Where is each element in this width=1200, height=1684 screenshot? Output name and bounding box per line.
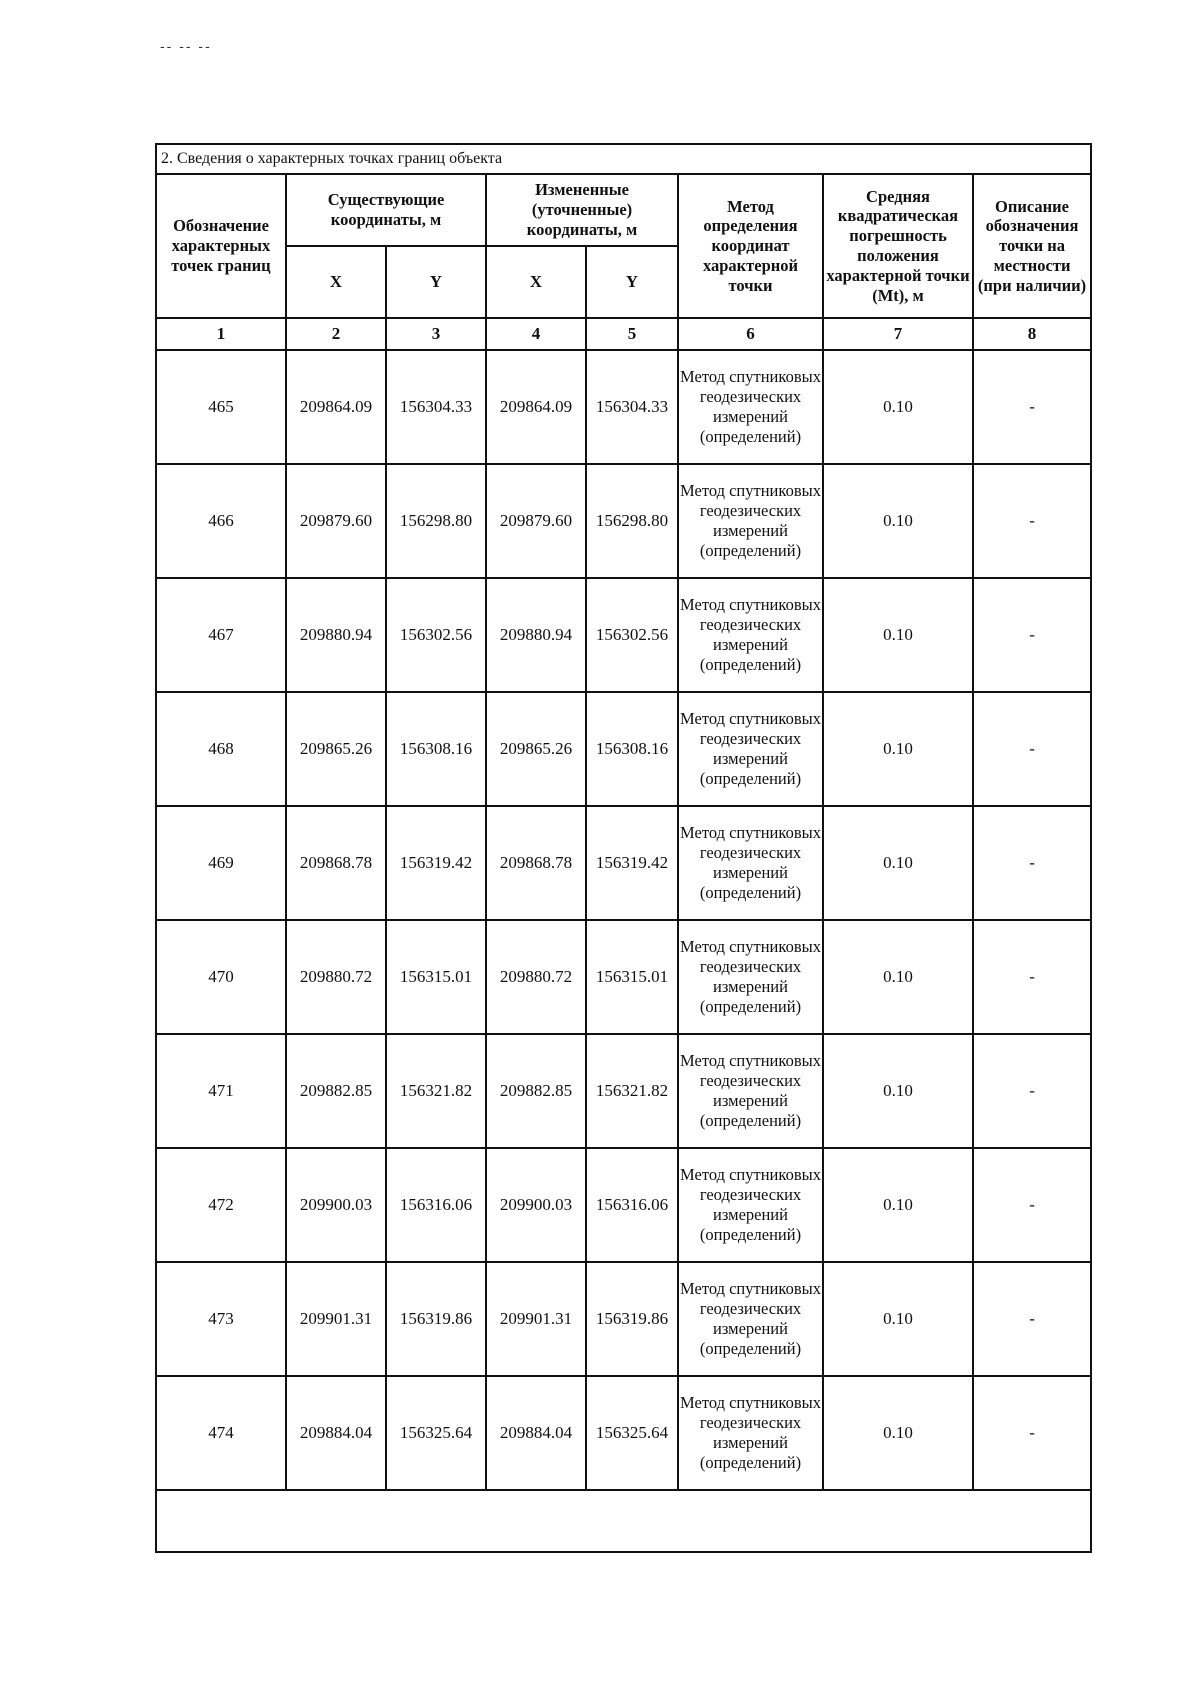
header-existing-x: X [286,246,386,318]
point-id: 472 [156,1148,286,1262]
changed-y: 156319.42 [586,806,678,920]
mean-error: 0.10 [823,350,973,464]
description: - [973,1034,1091,1148]
point-id: 471 [156,1034,286,1148]
method: Метод спутниковых геодезических измерений (определений) [678,806,823,920]
mean-error: 0.10 [823,578,973,692]
existing-x: 209879.60 [286,464,386,578]
existing-y: 156319.42 [386,806,486,920]
existing-x: 209864.09 [286,350,386,464]
header-existing-y: Y [386,246,486,318]
changed-x: 209880.72 [486,920,586,1034]
point-id: 473 [156,1262,286,1376]
mean-error: 0.10 [823,692,973,806]
point-id: 474 [156,1376,286,1490]
method: Метод спутниковых геодезических измерений (определений) [678,1376,823,1490]
header-changed-y: Y [586,246,678,318]
changed-x: 209901.31 [486,1262,586,1376]
changed-x: 209900.03 [486,1148,586,1262]
changed-y: 156315.01 [586,920,678,1034]
method: Метод спутниковых геодезических измерений (определений) [678,1034,823,1148]
table-row [156,464,1091,578]
changed-y: 156298.80 [586,464,678,578]
existing-y: 156302.56 [386,578,486,692]
existing-x: 209882.85 [286,1034,386,1148]
method: Метод спутниковых геодезических измерений (определений) [678,1262,823,1376]
table-row [156,1034,1091,1148]
description: - [973,806,1091,920]
empty-row [156,1490,1091,1552]
point-id: 468 [156,692,286,806]
column-number: 7 [823,318,973,350]
column-number: 3 [386,318,486,350]
changed-x: 209864.09 [486,350,586,464]
changed-y: 156316.06 [586,1148,678,1262]
method: Метод спутниковых геодезических измерений (определений) [678,350,823,464]
column-number: 5 [586,318,678,350]
header-method: Метод определения координат характерной точки [678,174,823,318]
changed-x: 209879.60 [486,464,586,578]
table-row [156,1148,1091,1262]
mean-error: 0.10 [823,1148,973,1262]
existing-x: 209901.31 [286,1262,386,1376]
changed-y: 156319.86 [586,1262,678,1376]
boundary-points-table [155,143,1092,1553]
point-id: 467 [156,578,286,692]
description: - [973,692,1091,806]
existing-x: 209900.03 [286,1148,386,1262]
method: Метод спутниковых геодезических измерений (определений) [678,692,823,806]
description: - [973,920,1091,1034]
changed-y: 156304.33 [586,350,678,464]
table-row [156,1262,1091,1376]
existing-y: 156325.64 [386,1376,486,1490]
description: - [973,1376,1091,1490]
existing-y: 156321.82 [386,1034,486,1148]
changed-x: 209865.26 [486,692,586,806]
existing-y: 156319.86 [386,1262,486,1376]
changed-y: 156302.56 [586,578,678,692]
description: - [973,578,1091,692]
header-changed-x: X [486,246,586,318]
table-row [156,806,1091,920]
method: Метод спутниковых геодезических измерений (определений) [678,464,823,578]
header-mean-error: Средняя квадратическая погрешность положения характерной точки (Mt), м [823,174,973,318]
mean-error: 0.10 [823,1034,973,1148]
table-row [156,920,1091,1034]
existing-y: 156298.80 [386,464,486,578]
description: - [973,1262,1091,1376]
table-body [156,350,1091,1552]
description: - [973,1148,1091,1262]
mean-error: 0.10 [823,1262,973,1376]
changed-x: 209882.85 [486,1034,586,1148]
scan-marks: -- -- -- [160,38,212,54]
table-row [156,350,1091,464]
point-id: 466 [156,464,286,578]
method: Метод спутниковых геодезических измерений (определений) [678,920,823,1034]
mean-error: 0.10 [823,1376,973,1490]
existing-y: 156316.06 [386,1148,486,1262]
description: - [973,350,1091,464]
method: Метод спутниковых геодезических измерений (определений) [678,578,823,692]
existing-y: 156315.01 [386,920,486,1034]
existing-x: 209880.94 [286,578,386,692]
changed-y: 156321.82 [586,1034,678,1148]
existing-y: 156304.33 [386,350,486,464]
changed-y: 156325.64 [586,1376,678,1490]
empty-cell [156,1490,1091,1552]
changed-x: 209880.94 [486,578,586,692]
column-number: 4 [486,318,586,350]
table-row [156,692,1091,806]
column-number: 2 [286,318,386,350]
column-number: 8 [973,318,1091,350]
existing-x: 209868.78 [286,806,386,920]
mean-error: 0.10 [823,464,973,578]
header-existing-coords: Существующие координаты, м [286,174,486,246]
changed-x: 209884.04 [486,1376,586,1490]
existing-y: 156308.16 [386,692,486,806]
changed-y: 156308.16 [586,692,678,806]
existing-x: 209880.72 [286,920,386,1034]
column-number: 6 [678,318,823,350]
header-point-designation: Обозначение характерных точек границ [156,174,286,318]
existing-x: 209884.04 [286,1376,386,1490]
mean-error: 0.10 [823,806,973,920]
header-changed-coords: Измененные (уточненные) координаты, м [486,174,678,246]
table-row [156,578,1091,692]
method: Метод спутниковых геодезических измерений (определений) [678,1148,823,1262]
existing-x: 209865.26 [286,692,386,806]
header-description: Описание обозначения точки на местности (при наличии) [973,174,1091,318]
section-title: 2. Сведения о характерных точках границ объекта [156,144,1091,174]
point-id: 465 [156,350,286,464]
mean-error: 0.10 [823,920,973,1034]
changed-x: 209868.78 [486,806,586,920]
point-id: 469 [156,806,286,920]
description: - [973,464,1091,578]
point-id: 470 [156,920,286,1034]
column-number: 1 [156,318,286,350]
table-row [156,1376,1091,1490]
